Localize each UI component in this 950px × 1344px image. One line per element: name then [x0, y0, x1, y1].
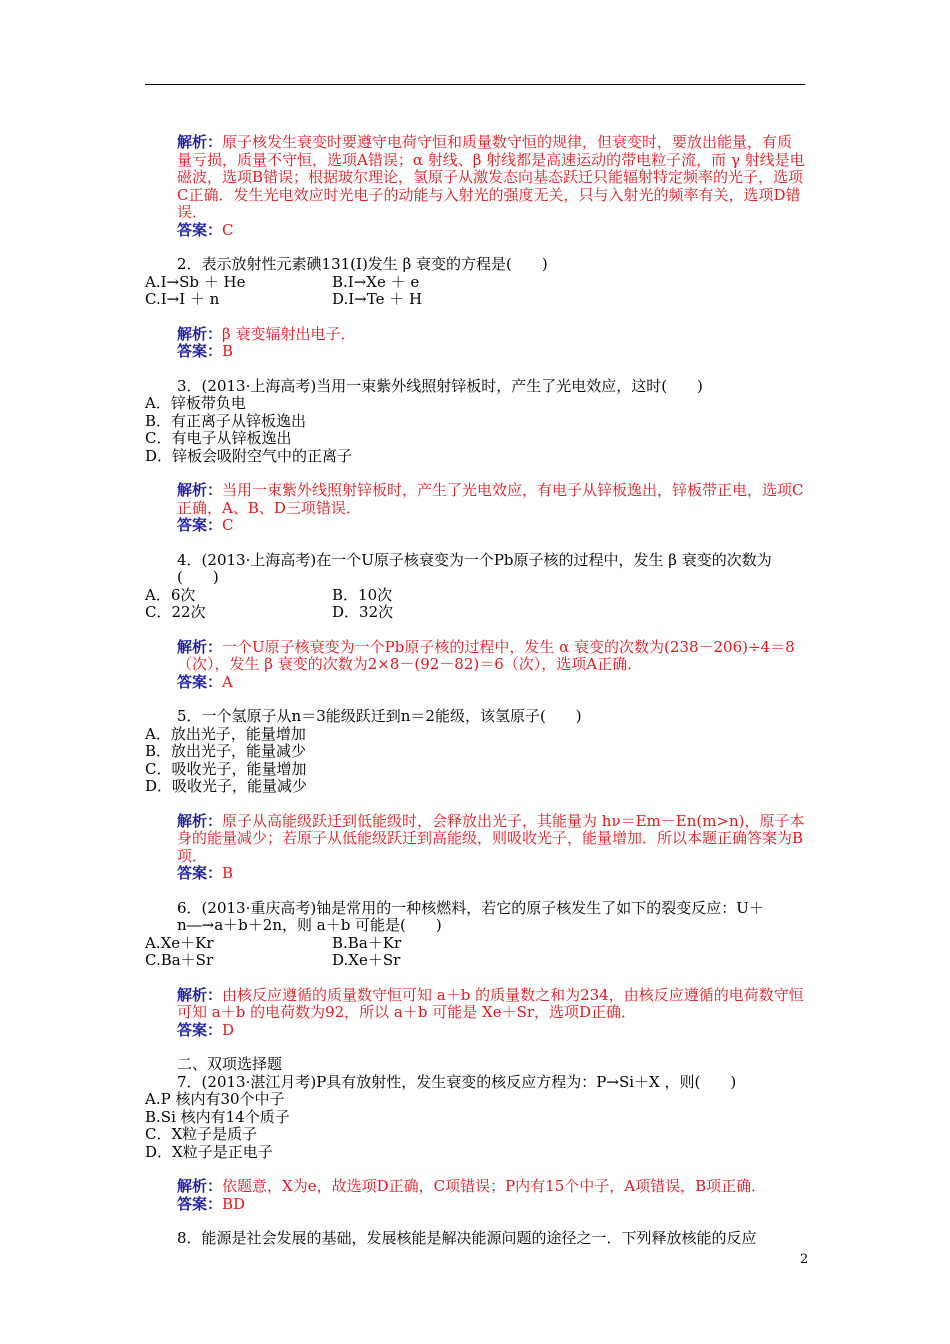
q2-option-c: C.I→I ＋ n — [145, 290, 220, 308]
q2-answer: 答案：B — [177, 342, 234, 360]
section-title-double-choice: 二、双项选择题 — [177, 1055, 283, 1073]
q5-analysis: 解析：原子从高能级跃迁到低能级时，会释放出光子，其能量为 hν＝Em－En(m>n)，原子本身的能量减少；若原子从低能级跃迁到高能级，则吸收光子，能量增加．所以本题正确答案为B项． — [177, 811, 805, 865]
q4-stem: 4．(2013·上海高考)在一个U原子核衰变为一个Pb原子核的过程中，发生 β 衰变的次数为( ) — [177, 550, 772, 586]
q3-option-c: C．有电子从锌板逸出 — [145, 429, 292, 447]
q3-answer: 答案：C — [177, 516, 234, 534]
q4-option-c: C．22次 — [145, 603, 206, 621]
q6-option-b: B.Ba＋Kr — [332, 933, 402, 952]
q8-stem: 8．能源是社会发展的基础，发展核能是解决能源问题的途径之一．下列释放核能的反应 — [177, 1229, 757, 1247]
q2-options-row-2 — [145, 291, 807, 309]
q2-option-a: A.I→Sb ＋ He — [145, 272, 246, 291]
q6-answer: 答案：D — [177, 1020, 235, 1039]
q7-answer: 答案：BD — [177, 1194, 246, 1213]
q7-option-a: A.P 核内有30个中子 — [145, 1090, 285, 1108]
q6-stem: 6．(2013·重庆高考)铀是常用的一种核燃料，若它的原子核发生了如下的裂变反应：U＋n―→a＋b＋2n，则 a＋b 可能是( ) — [177, 898, 764, 934]
q5-option-c: C．吸收光子，能量增加 — [145, 759, 307, 778]
q4-options-row-2 — [145, 604, 807, 622]
q6-analysis: 解析：由核反应遵循的质量数守恒可知 a＋b 的质量数之和为234，由核反应遵循的电荷数守恒可知 a＋b 的电荷数为92，所以 a＋b 可能是 Xe＋Sr，选项D正确． — [177, 985, 804, 1021]
q3-analysis: 解析：当用一束紫外线照射锌板时，产生了光电效应，有电子从锌板逸出，锌板带正电，选项C正确，A、B、D三项错误． — [177, 481, 804, 517]
header-rule — [145, 84, 805, 85]
q5-answer: 答案：B — [177, 864, 234, 882]
q5-option-a: A．放出光子，能量增加 — [145, 724, 306, 743]
q4-answer: 答案：A — [177, 672, 233, 691]
q7-option-d: D．X粒子是正电子 — [145, 1142, 273, 1161]
q3-option-b: B．有正离子从锌板逸出 — [145, 411, 307, 430]
q6-options-row-2 — [145, 952, 807, 970]
q2-stem: 2．表示放射性元素碘131(I)发生 β 衰变的方程是( ) — [177, 255, 548, 273]
q7-option-b: B.Si 核内有14个质子 — [145, 1107, 290, 1126]
q2-options-row-1 — [145, 274, 807, 292]
q4-option-b: B．10次 — [332, 585, 393, 604]
q6-option-c: C.Ba＋Sr — [145, 951, 214, 969]
q4-option-a: A．6次 — [145, 585, 196, 604]
q4-analysis: 解析：一个U原子核衰变为一个Pb原子核的过程中，发生 α 衰变的次数为(238－206)÷4＝8（次），发生 β 衰变的次数为2×8－(92－82)＝6（次），选项A正确． — [177, 637, 795, 673]
q5-option-d: D．吸收光子，能量减少 — [145, 777, 308, 795]
q1-answer: 答案：C — [177, 220, 234, 239]
q7-stem: 7．(2013·湛江月考)P具有放射性，发生衰变的核反应方程为：P→Si＋X ，则( ) — [177, 1072, 737, 1091]
page-content — [145, 134, 807, 1248]
q4-option-d: D．32次 — [332, 603, 394, 621]
page-number: 2 — [800, 1252, 809, 1267]
q7-analysis: 解析：依题意，X为e，故选项D正确，C项错误；P内有15个中子，A项错误，B项正确． — [177, 1177, 767, 1195]
q6-option-d: D.Xe＋Sr — [332, 951, 401, 969]
q3-option-d: D．锌板会吸附空气中的正离子 — [145, 446, 353, 465]
q6-option-a: A.Xe＋Kr — [145, 933, 214, 952]
q5-option-b: B．放出光子，能量减少 — [145, 742, 307, 760]
q4-options-row-1 — [145, 587, 807, 605]
q2-option-b: B.I→Xe ＋ e — [332, 272, 420, 291]
q3-option-a: A．锌板带负电 — [145, 394, 246, 412]
q7-option-c: C．X粒子是质子 — [145, 1125, 258, 1143]
q1-analysis: 解析：原子核发生衰变时要遵守电荷守恒和质量数守恒的规律，但衰变时，要放出能量，有质量亏损，质量不守恒，选项A错误；α 射线、β 射线都是高速运动的带电粒子流，而 γ 射线是电磁波，选项B错误；根据玻尔理论，氢原子从激发态向基态跃迁只能辐射特定频率的光子，选项C正确．发生光电效应时光电子的动能与入射光的强度无关，只与入射光的频率有关，选项D错误． — [177, 133, 805, 221]
q5-stem: 5．一个氢原子从n＝3能级跃迁到n＝2能级，该氢原子( ) — [177, 707, 582, 725]
q6-options-row-1 — [145, 935, 807, 953]
q2-option-d: D.I→Te ＋ H — [332, 290, 423, 308]
q2-analysis: 解析：β 衰变辐射出电子． — [177, 324, 356, 343]
q3-stem: 3．(2013·上海高考)当用一束紫外线照射锌板时，产生了光电效应，这时( ) — [177, 376, 703, 395]
